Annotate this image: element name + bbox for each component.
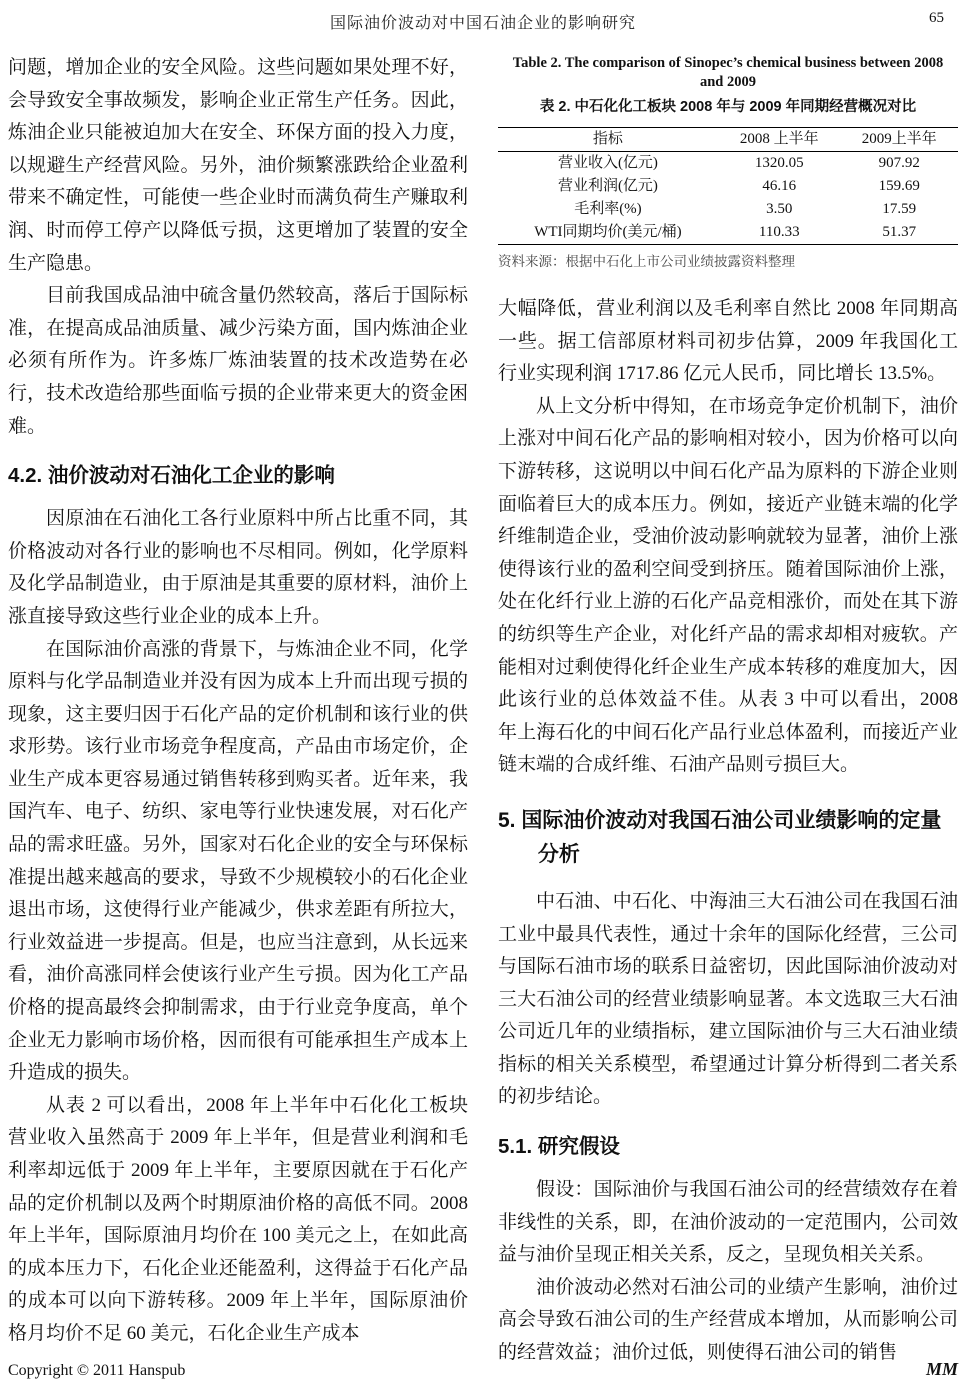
table-row xyxy=(498,221,958,245)
paper-title: 国际油价波动对中国石油企业的影响研究 xyxy=(329,15,636,32)
journal-mark: MM xyxy=(925,1359,958,1379)
paragraph: 从上文分析中得知，在市场竞争定价机制下，油价上涨对中间石化产品的影响相对较小，因为价格可以向下游转移，这说明以中间石化产品为原料的下游企业则面临着巨大的成本压力。例如，接近产业链末端的化学纤维制造企业，受油价波动影响就较为显著，油价上涨使得该行业的盈利空间受到挤压。随着国际油价上涨，处在化纤行业上游的石化产品竞相涨价，而处在其下游的纺织等生产企业，对化纤产品的需求却相对疲软。产能相对过剩使得化纤企业生产成本转移的难度加大，因此该行业的总体效益不佳。从表 3 中可以看出，2008 年上海石化的中间石化产品行业总体盈利，而接近产业链末端的合成纤维、石油产品则亏损巨大。 xyxy=(498,395,958,776)
table-cell: 17.59 xyxy=(882,201,917,217)
table-cell: 1320.05 xyxy=(754,155,804,171)
table-row xyxy=(498,198,958,221)
page-footer xyxy=(8,1359,958,1380)
table-header-cell: 指标 xyxy=(498,128,718,152)
table-2 xyxy=(498,127,958,245)
table-header-cell: 2008 上半年 xyxy=(718,128,841,152)
section-heading-4-2: 4.2. 油价波动对石油化工企业的影响 xyxy=(8,464,335,488)
table-header-cell: 2009上半年 xyxy=(841,128,958,152)
running-head xyxy=(8,10,958,36)
table-2-block xyxy=(498,54,958,271)
table-header-row xyxy=(498,128,958,152)
table-cell: 毛利率(%) xyxy=(574,201,642,217)
section-heading-5-1: 5.1. 研究假设 xyxy=(498,1135,620,1159)
table-cell: WTI同期均价(美元/桶) xyxy=(534,224,682,240)
table-cell: 907.92 xyxy=(878,155,920,171)
paragraph: 从表 2 可以看出，2008 年上半年中石化化工板块营业收入虽然高于 2009 年上半年，但是营业利润和毛利率却远低于 2009 年上半年，主要原因就在于石化产品的定价机制以及两个时期原油价格的高低不同。2008 年上半年，国际原油月均价在 100 美元之上，在如此高的成本压力下，石化企业还能盈利，这得益于石化产品的成本可以向下游转移。2009 年上半年，国际原油价格月均价不足 60 美元，石化企业生产成本 xyxy=(8,1094,468,1344)
table-cell: 营业利润(亿元) xyxy=(557,178,658,194)
paragraph: 在国际油价高涨的背景下，与炼油企业不同，化学原料与化学品制造业并没有因为成本上升而出现亏损的现象，这主要归因于石化产品的定价机制和该行业的供求形势。该行业市场竞争程度高，产品由市场定价，企业生产成本更容易通过销售转移到购买者。近年来，我国汽车、电子、纺织、家电等行业快速发展，对石化产品的需求旺盛。另外，国家对石化企业的安全与环保标准提出越来越高的要求，导致不少规模较小的石化企业退出市场，这使得行业产能减少，供求差距有所拉大，行业效益进一步提高。但是，也应当注意到，从长远来看，油价高涨同样会使该行业产生亏损。因为化工产品价格的提高最终会抑制需求，由于行业竞争度高，单个企业无力影响市场价格，因而很有可能承担生产成本上升造成的损失。 xyxy=(8,638,468,1084)
paragraph: 目前我国成品油中硫含量仍然较高，落后于国际标准，在提高成品油质量、减少污染方面，国内炼油企业必须有所作为。许多炼厂炼油装置的技术改造势在必行，技术改造给那些面临亏损的企业带来更大的资金困难。 xyxy=(8,285,468,437)
table-row xyxy=(498,175,958,198)
table-caption-en: Table 2. The comparison of Sinopec’s chemical business between 2008 and 2009 xyxy=(512,55,944,90)
two-column-body xyxy=(8,52,958,1370)
paragraph: 油价波动必然对石油公司的业绩产生影响，油价过高会导致石油公司的生产经营成本增加，从而影响公司的经营效益；油价过低，则使得石油公司的销售 xyxy=(498,1276,958,1364)
table-cell: 46.16 xyxy=(762,178,797,194)
table-cell: 159.69 xyxy=(878,178,920,194)
paragraph: 大幅降低，营业利润以及毛利率自然比 2008 年同期高一些。据工信部原材料司初步估算，2009 年我国化工行业实现利润 1717.86 亿元人民币，同比增长 13.5%。 xyxy=(498,298,958,385)
left-column xyxy=(8,52,468,1370)
paragraph: 因原油在石油化工各行业原料中所占比重不同，其价格波动对各行业的影响也不尽相同。例如，化学原料及化学品制造业，由于原油是其重要的原材料，油价上涨直接导致这些行业企业的成本上升。 xyxy=(8,508,468,627)
table-source-note: 资料来源：根据中石化上市公司业绩披露资料整理 xyxy=(498,254,795,269)
table-cell: 3.50 xyxy=(766,201,793,217)
table-row xyxy=(498,152,958,176)
right-column xyxy=(498,52,958,1370)
table-cell: 110.33 xyxy=(758,224,800,240)
paragraph: 中石油、中石化、中海油三大石油公司在我国石油工业中最具代表性，通过十余年的国际化经营，三公司与国际石油市场的联系日益密切，因此国际油价波动对三大石油公司的经营业绩影响显著。本文选取三大石油公司近几年的业绩指标，建立国际油价与三大石油业绩指标的相关关系模型，希望通过计算分析得到二者关系的初步结论。 xyxy=(498,890,958,1108)
table-cell: 51.37 xyxy=(882,224,917,240)
paragraph: 问题，增加企业的安全风险。这些问题如果处理不好，会导致安全事故频发，影响企业正常生产任务。因此，炼油企业只能被迫加大在安全、环保方面的投入力度，以规避生产经营风险。另外，油价频繁涨跌给企业盈利带来不确定性，可能使一些企业时而满负荷生产赚取利润、时而停工停产以降低亏损，这更增加了装置的安全生产隐患。 xyxy=(8,57,468,274)
table-caption-zh: 表 2. 中石化化工板块 2008 年与 2009 年同期经营概况对比 xyxy=(539,99,917,115)
copyright-text: Copyright © 2011 Hanspub xyxy=(8,1362,186,1379)
section-heading-5: 5. 国际油价波动对我国石油公司业绩影响的定量分析 xyxy=(498,808,942,866)
page-number: 65 xyxy=(929,10,944,26)
table-cell: 营业收入(亿元) xyxy=(557,155,658,171)
paragraph: 假设：国际油价与我国石油公司的经营绩效存在着非线性的关系，即，在油价波动的一定范围内，公司效益与油价呈现正相关关系，反之，呈现负相关关系。 xyxy=(498,1179,958,1266)
